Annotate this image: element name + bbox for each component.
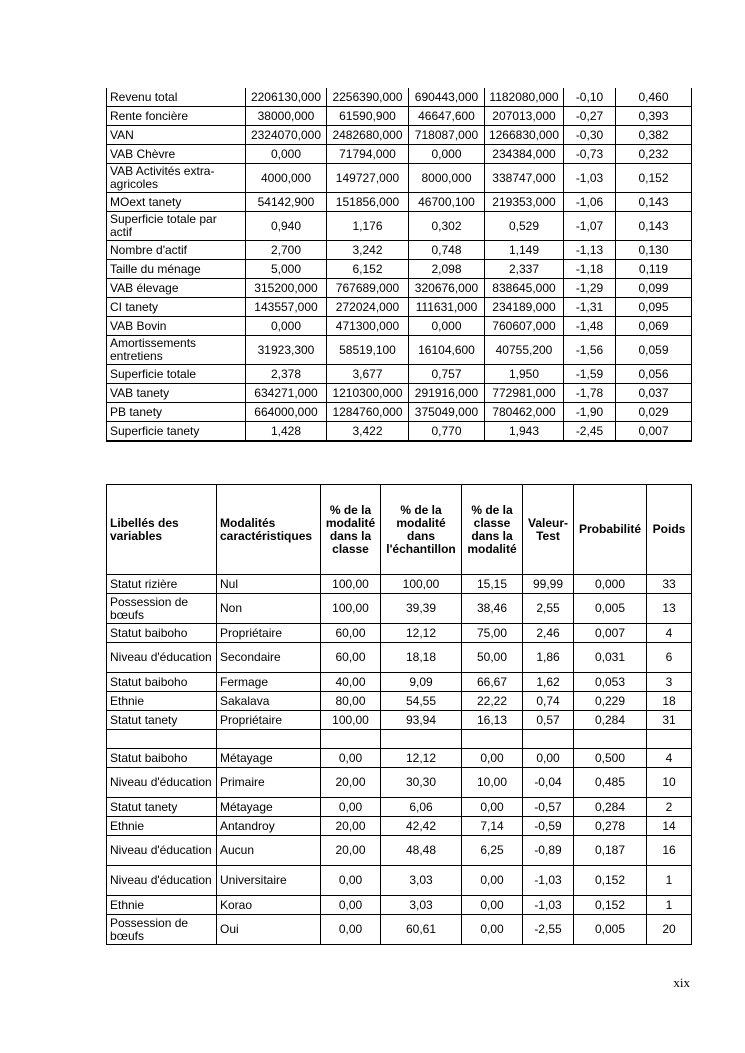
value-cell: 93,94 <box>381 711 462 730</box>
value-cell: -1,56 <box>564 336 616 365</box>
value-cell: -2,55 <box>523 915 574 945</box>
variable-label: Niveau d'éducation <box>107 866 217 896</box>
value-cell: 1,176 <box>327 212 409 241</box>
value-cell: 0,00 <box>321 915 381 945</box>
value-cell: 3,677 <box>327 365 409 384</box>
table-row <box>107 915 692 945</box>
table-row <box>107 768 692 798</box>
modality-label: Fermage <box>217 673 321 692</box>
table-row <box>107 624 692 643</box>
empty-cell <box>381 730 462 749</box>
value-cell: 0,069 <box>616 317 692 336</box>
value-cell: 0,005 <box>574 594 647 624</box>
table-row <box>107 126 692 145</box>
modality-label: Antandroy <box>217 817 321 836</box>
value-cell: 33 <box>647 575 692 594</box>
value-cell: 5,000 <box>246 260 327 279</box>
value-cell: 13 <box>647 594 692 624</box>
value-cell: 6,25 <box>462 836 523 866</box>
table-row <box>107 575 692 594</box>
value-cell: 0,485 <box>574 768 647 798</box>
value-cell: 60,00 <box>321 624 381 643</box>
value-cell: 38,46 <box>462 594 523 624</box>
value-cell: -0,59 <box>523 817 574 836</box>
value-cell: 0,529 <box>485 212 564 241</box>
value-cell: -1,18 <box>564 260 616 279</box>
value-cell: 0,500 <box>574 749 647 768</box>
value-cell: 1,62 <box>523 673 574 692</box>
table-row <box>107 279 692 298</box>
value-cell: 60,00 <box>321 643 381 673</box>
value-cell: 50,00 <box>462 643 523 673</box>
variable-label: Ethnie <box>107 692 217 711</box>
value-cell: 3,242 <box>327 241 409 260</box>
table-row <box>107 817 692 836</box>
modality-label: Universitaire <box>217 866 321 896</box>
value-cell: -0,27 <box>564 107 616 126</box>
variable-label: Statut baiboho <box>107 749 217 768</box>
variable-label: Niveau d'éducation <box>107 643 217 673</box>
value-cell: 375049,000 <box>409 403 485 422</box>
value-cell: 0,056 <box>616 365 692 384</box>
value-cell: 4 <box>647 749 692 768</box>
modality-label: Propriétaire <box>217 624 321 643</box>
value-cell: 143557,000 <box>246 298 327 317</box>
value-cell: 100,00 <box>321 711 381 730</box>
modality-label: Sakalava <box>217 692 321 711</box>
table-row <box>107 317 692 336</box>
value-cell: 100,00 <box>381 575 462 594</box>
value-cell: 0,757 <box>409 365 485 384</box>
value-cell: 0,00 <box>462 866 523 896</box>
value-cell: 151856,000 <box>327 193 409 212</box>
empty-cell <box>321 730 381 749</box>
value-cell: 690443,000 <box>409 88 485 107</box>
value-cell: 12,12 <box>381 624 462 643</box>
value-cell: 1210300,000 <box>327 384 409 403</box>
value-cell: 0,00 <box>321 866 381 896</box>
value-cell: -1,03 <box>523 866 574 896</box>
value-cell: 471300,000 <box>327 317 409 336</box>
value-cell: 1,149 <box>485 241 564 260</box>
value-cell: 149727,000 <box>327 164 409 193</box>
modality-label: Aucun <box>217 836 321 866</box>
modality-label: Métayage <box>217 798 321 817</box>
value-cell: 0,000 <box>246 317 327 336</box>
value-cell: 0,007 <box>574 624 647 643</box>
value-cell: 99,99 <box>523 575 574 594</box>
value-cell: -0,10 <box>564 88 616 107</box>
value-cell: 46700,100 <box>409 193 485 212</box>
value-cell: 20 <box>647 915 692 945</box>
value-cell: 0,005 <box>574 915 647 945</box>
value-cell: 320676,000 <box>409 279 485 298</box>
value-cell: -0,57 <box>523 798 574 817</box>
value-cell: 22,22 <box>462 692 523 711</box>
value-cell: 0,031 <box>574 643 647 673</box>
value-cell: 30,30 <box>381 768 462 798</box>
table-row <box>107 643 692 673</box>
header-pct-modalite-classe: % de la modalité dans la classe <box>321 485 381 575</box>
value-cell: -1,59 <box>564 365 616 384</box>
value-cell: 2 <box>647 798 692 817</box>
value-cell: 12,12 <box>381 749 462 768</box>
table-row <box>107 260 692 279</box>
value-cell: 48,48 <box>381 836 462 866</box>
value-cell: 100,00 <box>321 575 381 594</box>
variable-label: Niveau d'éducation <box>107 836 217 866</box>
value-cell: 0,095 <box>616 298 692 317</box>
value-cell: 0,187 <box>574 836 647 866</box>
value-cell: 111631,000 <box>409 298 485 317</box>
value-cell: 838645,000 <box>485 279 564 298</box>
empty-cell <box>462 730 523 749</box>
value-cell: 61590,900 <box>327 107 409 126</box>
value-cell: -1,48 <box>564 317 616 336</box>
value-cell: 0,143 <box>616 193 692 212</box>
empty-cell <box>574 730 647 749</box>
value-cell: 16,13 <box>462 711 523 730</box>
variable-label: CI tanety <box>107 298 246 317</box>
value-cell: 71794,000 <box>327 145 409 164</box>
value-cell: 234189,000 <box>485 298 564 317</box>
value-cell: 0,284 <box>574 711 647 730</box>
value-cell: 0,278 <box>574 817 647 836</box>
value-cell: 0,000 <box>409 145 485 164</box>
value-cell: 1,428 <box>246 422 327 442</box>
modality-label: Métayage <box>217 749 321 768</box>
value-cell: 634271,000 <box>246 384 327 403</box>
empty-cell <box>107 730 217 749</box>
value-cell: 10 <box>647 768 692 798</box>
value-cell: 0,152 <box>574 866 647 896</box>
value-cell: 0,460 <box>616 88 692 107</box>
value-cell: 0,00 <box>462 749 523 768</box>
table-row <box>107 212 692 241</box>
value-cell: 40,00 <box>321 673 381 692</box>
value-cell: 4 <box>647 624 692 643</box>
value-cell: 0,393 <box>616 107 692 126</box>
variable-label: VAB Bovin <box>107 317 246 336</box>
value-cell: -1,13 <box>564 241 616 260</box>
value-cell: 2,098 <box>409 260 485 279</box>
value-cell: 42,42 <box>381 817 462 836</box>
value-cell: -2,45 <box>564 422 616 442</box>
value-cell: 0,053 <box>574 673 647 692</box>
value-cell: -1,06 <box>564 193 616 212</box>
value-cell: 2,700 <box>246 241 327 260</box>
value-cell: 31 <box>647 711 692 730</box>
value-cell: 272024,000 <box>327 298 409 317</box>
value-cell: 718087,000 <box>409 126 485 145</box>
value-cell: 2324070,000 <box>246 126 327 145</box>
value-cell: 0,007 <box>616 422 692 442</box>
value-cell: 0,059 <box>616 336 692 365</box>
table-row <box>107 594 692 624</box>
value-cell: 2,378 <box>246 365 327 384</box>
variable-label: Statut rizière <box>107 575 217 594</box>
header-modalite: Modalités caractéristiques <box>217 485 321 575</box>
value-cell: 10,00 <box>462 768 523 798</box>
value-cell: 0,099 <box>616 279 692 298</box>
value-cell: 46647,600 <box>409 107 485 126</box>
value-cell: 1,950 <box>485 365 564 384</box>
value-cell: 0,229 <box>574 692 647 711</box>
value-cell: 338747,000 <box>485 164 564 193</box>
value-cell: 291916,000 <box>409 384 485 403</box>
value-cell: 1 <box>647 896 692 915</box>
value-cell: 15,15 <box>462 575 523 594</box>
variable-label: MOext tanety <box>107 193 246 212</box>
value-cell: -0,04 <box>523 768 574 798</box>
modality-label: Primaire <box>217 768 321 798</box>
value-cell: 1 <box>647 866 692 896</box>
table-row <box>107 193 692 212</box>
value-cell: 75,00 <box>462 624 523 643</box>
value-cell: 58519,100 <box>327 336 409 365</box>
value-cell: -1,29 <box>564 279 616 298</box>
header-pct-modalite-echantillon: % de la modalité dans l'échantillon <box>381 485 462 575</box>
value-cell: 4000,000 <box>246 164 327 193</box>
value-cell: 16104,600 <box>409 336 485 365</box>
value-cell: -1,78 <box>564 384 616 403</box>
table-row <box>107 298 692 317</box>
header-pct-classe-modalite: % de la classe dans la modalité <box>462 485 523 575</box>
variable-label: VAB tanety <box>107 384 246 403</box>
value-cell: 38000,000 <box>246 107 327 126</box>
value-cell: 2,55 <box>523 594 574 624</box>
value-cell: 9,09 <box>381 673 462 692</box>
header-poids: Poids <box>647 485 692 575</box>
value-cell: 664000,000 <box>246 403 327 422</box>
value-cell: 18 <box>647 692 692 711</box>
table-row <box>107 384 692 403</box>
value-cell: -1,03 <box>523 896 574 915</box>
value-cell: 772981,000 <box>485 384 564 403</box>
value-cell: 18,18 <box>381 643 462 673</box>
value-cell: 2206130,000 <box>246 88 327 107</box>
value-cell: 0,00 <box>462 896 523 915</box>
value-cell: 0,770 <box>409 422 485 442</box>
value-cell: -1,31 <box>564 298 616 317</box>
variable-label: Possession de bœufs <box>107 594 217 624</box>
table-row <box>107 896 692 915</box>
value-cell: 3 <box>647 673 692 692</box>
table-row <box>107 798 692 817</box>
variable-label: Superficie tanety <box>107 422 246 442</box>
variable-label: Superficie totale <box>107 365 246 384</box>
value-cell: -0,73 <box>564 145 616 164</box>
value-cell: 60,61 <box>381 915 462 945</box>
variable-label: Ethnie <box>107 817 217 836</box>
value-cell: 760607,000 <box>485 317 564 336</box>
value-cell: 6 <box>647 643 692 673</box>
value-cell: 0,00 <box>321 896 381 915</box>
table-row <box>107 403 692 422</box>
table-row <box>107 241 692 260</box>
value-cell: 0,119 <box>616 260 692 279</box>
empty-cell <box>523 730 574 749</box>
value-cell: 54142,900 <box>246 193 327 212</box>
value-cell: 0,130 <box>616 241 692 260</box>
variable-label: Ethnie <box>107 896 217 915</box>
value-cell: 234384,000 <box>485 145 564 164</box>
variable-label: Taille du ménage <box>107 260 246 279</box>
value-cell: 8000,000 <box>409 164 485 193</box>
header-probabilite: Probabilité <box>574 485 647 575</box>
value-cell: 1266830,000 <box>485 126 564 145</box>
value-cell: 767689,000 <box>327 279 409 298</box>
variable-label: VAN <box>107 126 246 145</box>
value-cell: 1182080,000 <box>485 88 564 107</box>
value-cell: 66,67 <box>462 673 523 692</box>
value-cell: 20,00 <box>321 836 381 866</box>
value-cell: 219353,000 <box>485 193 564 212</box>
table-row <box>107 88 692 107</box>
value-cell: 0,57 <box>523 711 574 730</box>
header-valeur-test: Valeur-Test <box>523 485 574 575</box>
variable-label: Statut tanety <box>107 711 217 730</box>
variable-label: Rente foncière <box>107 107 246 126</box>
value-cell: 54,55 <box>381 692 462 711</box>
variable-label: VAB élevage <box>107 279 246 298</box>
value-cell: -0,30 <box>564 126 616 145</box>
value-cell: 207013,000 <box>485 107 564 126</box>
value-cell: 315200,000 <box>246 279 327 298</box>
value-cell: 3,422 <box>327 422 409 442</box>
table-row <box>107 107 692 126</box>
value-cell: 0,000 <box>409 317 485 336</box>
variable-label: PB tanety <box>107 403 246 422</box>
value-cell: 2,337 <box>485 260 564 279</box>
table-row <box>107 673 692 692</box>
value-cell: 14 <box>647 817 692 836</box>
value-cell: 0,302 <box>409 212 485 241</box>
value-cell: 0,143 <box>616 212 692 241</box>
value-cell: 6,06 <box>381 798 462 817</box>
variable-label: Niveau d'éducation <box>107 768 217 798</box>
value-cell: 40755,200 <box>485 336 564 365</box>
value-cell: 0,000 <box>246 145 327 164</box>
value-cell: 0,00 <box>321 798 381 817</box>
page-number: xix <box>673 975 690 990</box>
value-cell: 1,86 <box>523 643 574 673</box>
value-cell: 780462,000 <box>485 403 564 422</box>
table-row <box>107 336 692 365</box>
value-cell: 6,152 <box>327 260 409 279</box>
value-cell: 0,037 <box>616 384 692 403</box>
value-cell: 0,748 <box>409 241 485 260</box>
variable-label: Nombre d'actif <box>107 241 246 260</box>
value-cell: 2,46 <box>523 624 574 643</box>
value-cell: 0,00 <box>462 798 523 817</box>
value-cell: 31923,300 <box>246 336 327 365</box>
variable-label: Statut baiboho <box>107 624 217 643</box>
table-row <box>107 749 692 768</box>
value-cell: 3,03 <box>381 896 462 915</box>
value-cell: 0,000 <box>574 575 647 594</box>
value-cell: -1,90 <box>564 403 616 422</box>
modality-label: Propriétaire <box>217 711 321 730</box>
quantitative-variables-table <box>106 88 692 442</box>
value-cell: 7,14 <box>462 817 523 836</box>
variable-label: VAB Chèvre <box>107 145 246 164</box>
value-cell: 1284760,000 <box>327 403 409 422</box>
value-cell: 20,00 <box>321 817 381 836</box>
table-row <box>107 145 692 164</box>
value-cell: 39,39 <box>381 594 462 624</box>
value-cell: 0,029 <box>616 403 692 422</box>
value-cell: -1,07 <box>564 212 616 241</box>
value-cell: 0,232 <box>616 145 692 164</box>
value-cell: 0,00 <box>321 749 381 768</box>
value-cell: 2256390,000 <box>327 88 409 107</box>
value-cell: 0,284 <box>574 798 647 817</box>
variable-label: Possession de bœufs <box>107 915 217 945</box>
table-row <box>107 365 692 384</box>
value-cell: 20,00 <box>321 768 381 798</box>
variable-label: Revenu total <box>107 88 246 107</box>
separator-row <box>107 730 692 749</box>
value-cell: 16 <box>647 836 692 866</box>
table-row <box>107 692 692 711</box>
variable-label: Statut baiboho <box>107 673 217 692</box>
modality-label: Nul <box>217 575 321 594</box>
header-variable: Libellés des variables <box>107 485 217 575</box>
value-cell: 100,00 <box>321 594 381 624</box>
value-cell: 2482680,000 <box>327 126 409 145</box>
value-cell: 1,943 <box>485 422 564 442</box>
qualitative-modalities-table <box>106 484 692 945</box>
variable-label: Amortissements entretiens <box>107 336 246 365</box>
value-cell: 0,382 <box>616 126 692 145</box>
empty-cell <box>647 730 692 749</box>
value-cell: 0,00 <box>523 749 574 768</box>
empty-cell <box>217 730 321 749</box>
variable-label: Superficie totale par actif <box>107 212 246 241</box>
value-cell: 0,152 <box>574 896 647 915</box>
modality-label: Non <box>217 594 321 624</box>
table-row <box>107 711 692 730</box>
value-cell: 3,03 <box>381 866 462 896</box>
value-cell: 0,940 <box>246 212 327 241</box>
value-cell: -0,89 <box>523 836 574 866</box>
value-cell: -1,03 <box>564 164 616 193</box>
table-row <box>107 836 692 866</box>
table-row <box>107 422 692 442</box>
modality-label: Oui <box>217 915 321 945</box>
modality-label: Secondaire <box>217 643 321 673</box>
value-cell: 80,00 <box>321 692 381 711</box>
value-cell: 0,00 <box>462 915 523 945</box>
variable-label: VAB Activités extra-agricoles <box>107 164 246 193</box>
value-cell: 0,152 <box>616 164 692 193</box>
value-cell: 0,74 <box>523 692 574 711</box>
variable-label: Statut tanety <box>107 798 217 817</box>
modality-label: Korao <box>217 896 321 915</box>
table-row <box>107 164 692 193</box>
table-row <box>107 866 692 896</box>
